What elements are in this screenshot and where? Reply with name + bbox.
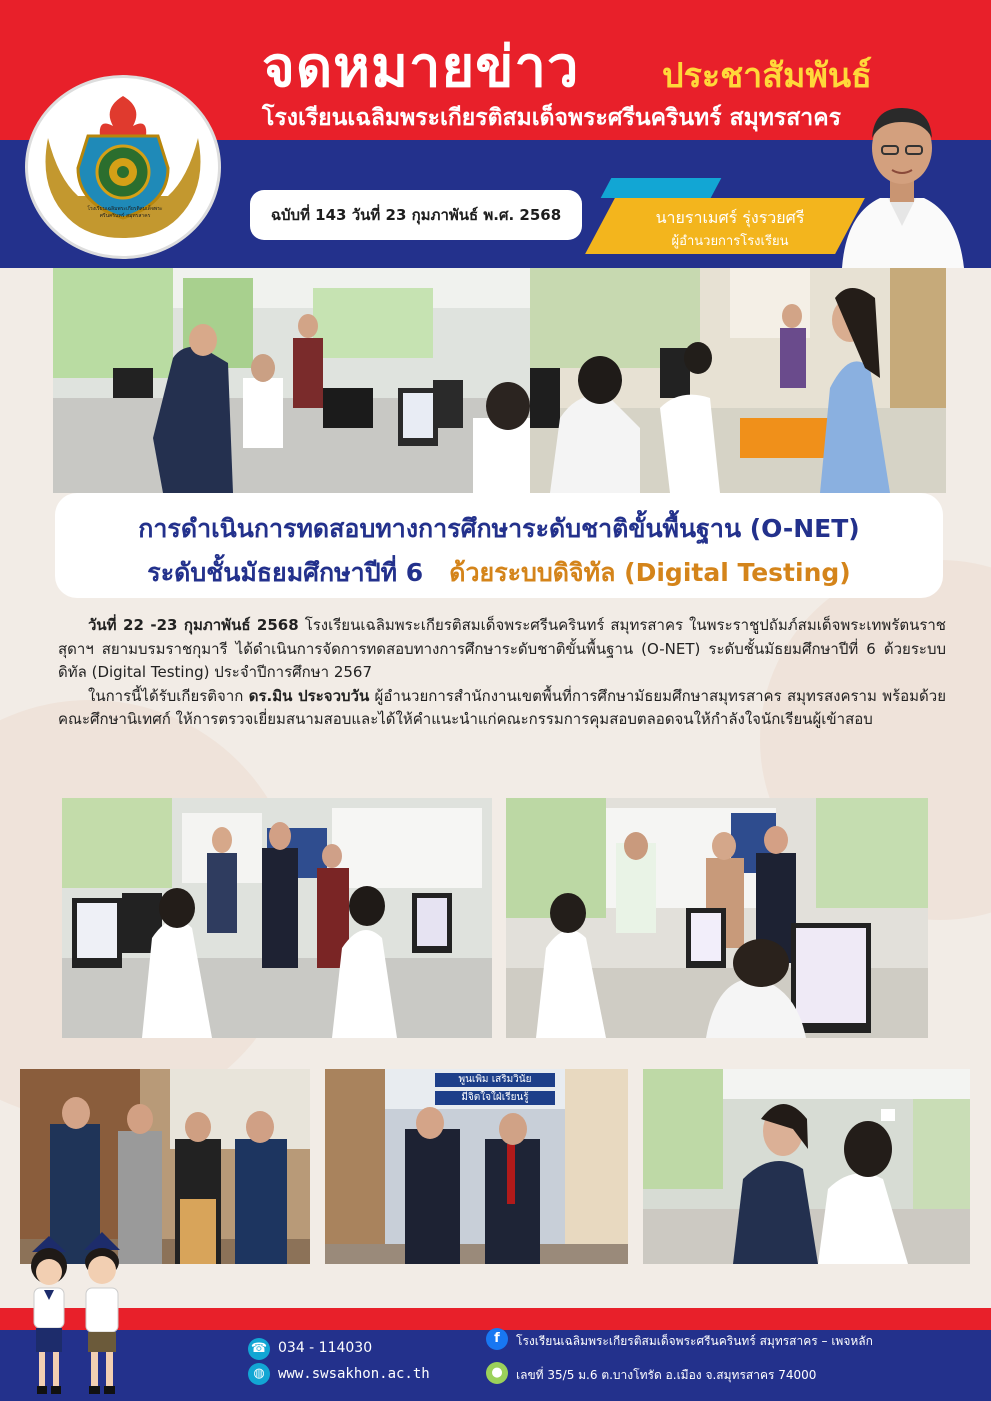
photo-corridor-walk (325, 1069, 628, 1264)
article-p2-pre: ในการนี้ได้รับเกียรติจาก (88, 686, 249, 705)
headline-level: ระดับชั้นมัธยมศึกษาปีที่ 6 (147, 558, 424, 587)
school-name: โรงเรียนเฉลิมพระเกียรติสมเด็จพระศรีนครินทร์ สมุทรสาคร (262, 105, 841, 131)
director-name: นายราเมศร์ รุ่งรวยศรี (655, 208, 805, 227)
globe-icon: ◍ (248, 1363, 270, 1385)
footer-phone[interactable]: 034 - 114030 (278, 1340, 373, 1356)
school-logo (28, 78, 218, 256)
logo-caption: โรงเรียนเฉลิมพระเกียรติสมเด็จพระศรีนครินทร์ สมุทรสาคร (87, 206, 163, 219)
issue-badge: ฉบับที่ 143 วันที่ 23 กุมภาพันธ์ พ.ศ. 2568 (250, 190, 582, 240)
corridor-sign-2: มีจิตใจใฝ่เรียนรู้ (461, 1092, 529, 1103)
photo-inspection-1 (62, 798, 492, 1038)
photo-exam-room-1 (53, 268, 530, 493)
footer-address: เลขที่ 35/5 ม.6 ต.บางโทรัด อ.เมือง จ.สมุทรสาคร 74000 (516, 1368, 817, 1382)
mascot-girl (24, 1232, 74, 1401)
photo-exam-room-2 (530, 268, 946, 493)
footer-website[interactable]: www.swsakhon.ac.th (278, 1366, 430, 1382)
headline-box (55, 493, 943, 598)
headline-digital: ด้วยระบบดิจิทัล (Digital Testing) (449, 558, 851, 587)
corridor-sign-1: พูนเพิ่ม เสริมวินัย (458, 1074, 532, 1085)
article-p1-text: โรงเรียนเฉลิมพระเกียรติสมเด็จพระศรีนครินทร์ สมุทรสาคร ในพระราชูปถัมภ์สมเด็จพระเทพรัตนราชสุดาฯ สยามบรมราชกุมารี ได้ดำเนินการจัดการทดสอบทางการศึกษาระดับชาติขั้นพื้นฐาน (O-NET) ระดับชั้นมัธยมศึกษาปีที่ 6 ด้วยระบบดิทัล (Digital Testing) ประจำปีการศึกษา 2567 (58, 616, 946, 681)
newsletter-subtitle: ประชาสัมพันธ์ (662, 56, 872, 96)
facebook-icon: f (486, 1328, 508, 1350)
director-position: ผู้อำนวยการโรงเรียน (671, 234, 789, 249)
headline-line-1: การดำเนินการทดสอบทางการศึกษาระดับชาติขั้นพื้นฐาน (O-NET) (138, 514, 860, 543)
newsletter-title: จดหมายข่าว (262, 35, 580, 100)
headline-line-2 (55, 553, 943, 593)
photo-student-assist (643, 1069, 970, 1264)
footer-facebook[interactable]: โรงเรียนเฉลิมพระเกียรติสมเด็จพระศรีนครินทร์ สมุทรสาคร – เพจหลัก (516, 1334, 873, 1348)
map-pin-icon: ● (486, 1362, 508, 1384)
photo-inspection-2 (506, 798, 928, 1038)
article-guest-name: ดร.มิน ประจวบวัน (248, 686, 370, 705)
article-body (58, 614, 946, 732)
phone-icon: ☎ (248, 1338, 270, 1360)
article-date: วันที่ 22 -23 กุมภาพันธ์ 2568 (88, 616, 299, 634)
article-paragraph-1 (58, 614, 946, 685)
mascot-boy (76, 1228, 128, 1401)
article-paragraph-2 (58, 685, 946, 732)
director-photo (832, 86, 972, 268)
article-p2-text: ผู้อำนวยการสำนักงานเขตพื้นที่การศึกษามัธยมศึกษาสมุทรสาคร สมุทรสงคราม พร้อมด้วยคณะศึกษานิเทศก์ ให้การตรวจเยี่ยมสนามสอบและได้ให้คำแนะนำแก่คณะกรรมการคุมสอบตลอดจนให้กำลังใจนักเรียนผู้เข้าสอบ (58, 686, 947, 728)
decor-stripe-cyan (601, 178, 722, 198)
